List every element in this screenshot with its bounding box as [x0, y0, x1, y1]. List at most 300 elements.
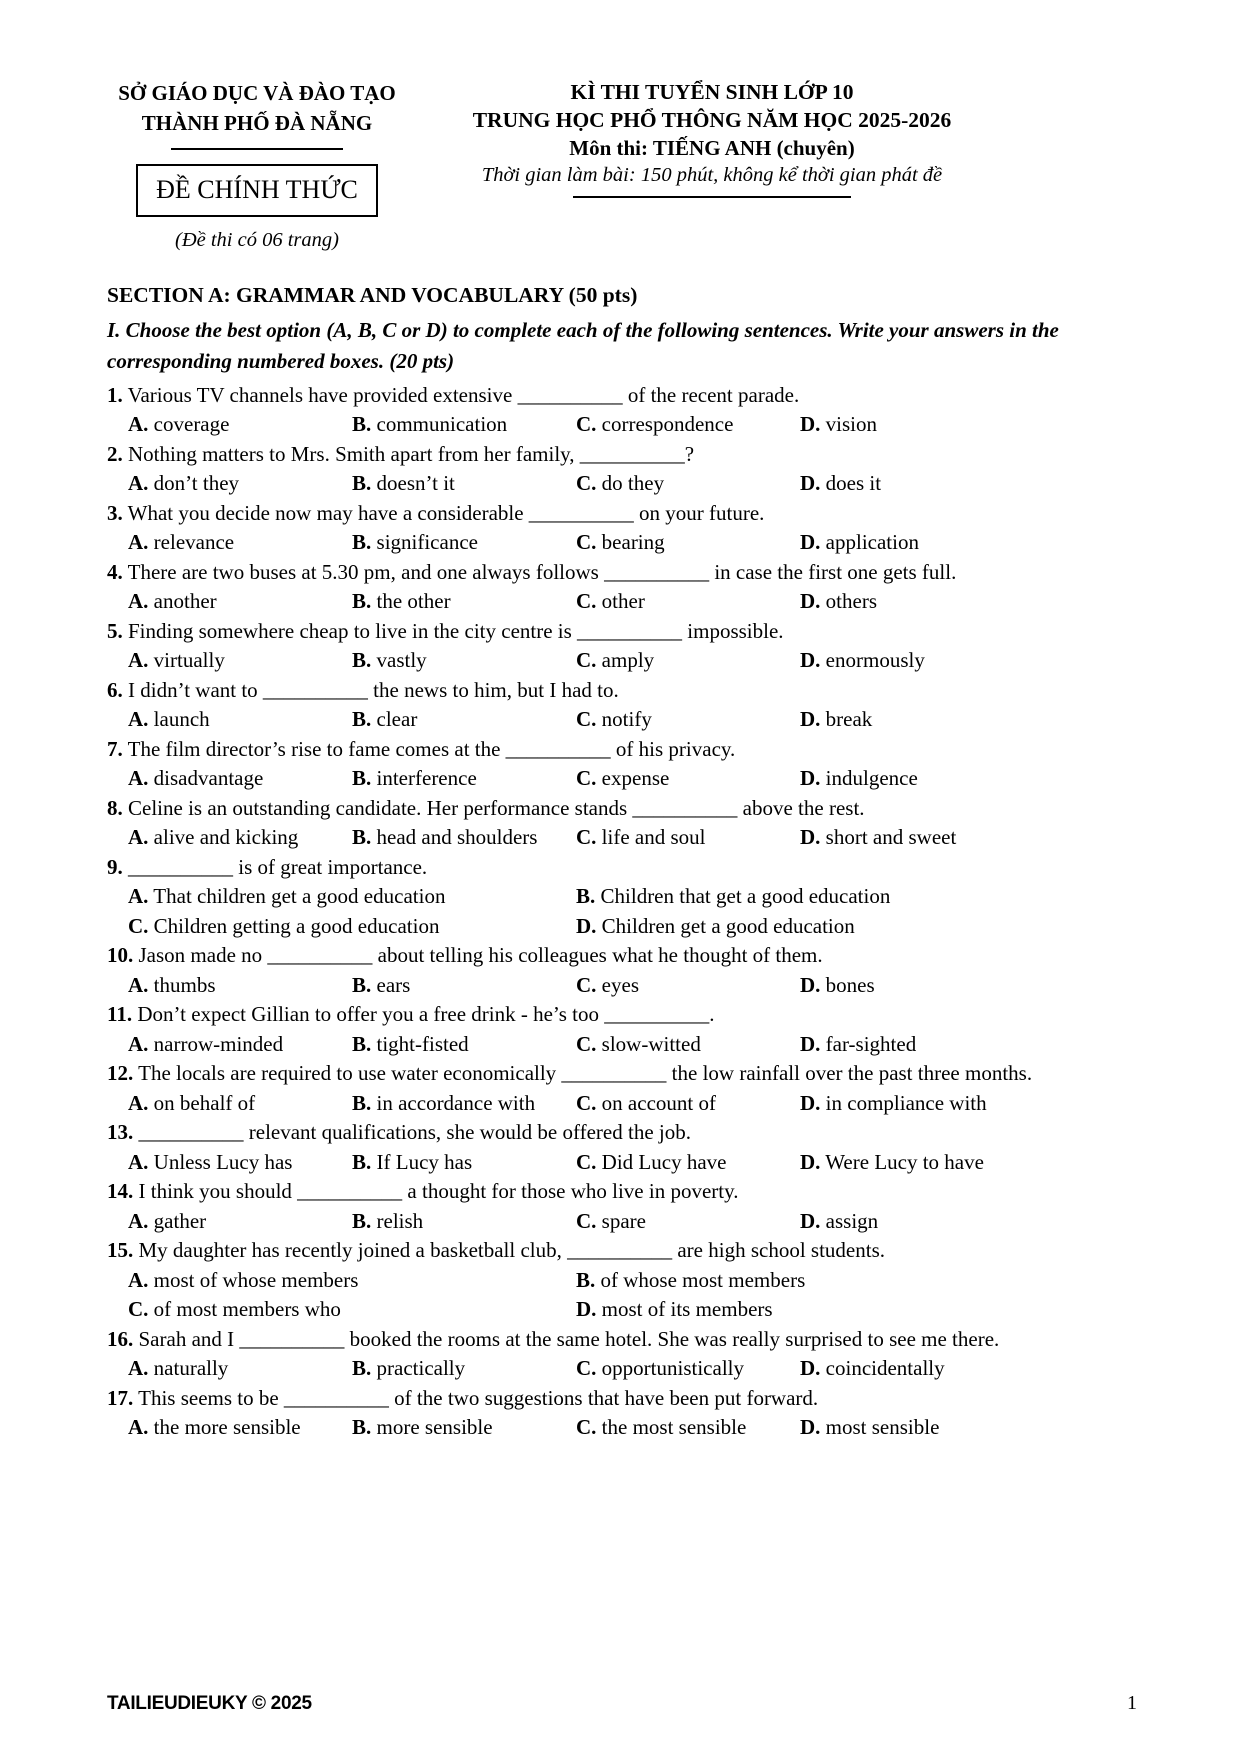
option-text: virtually: [153, 648, 225, 673]
option-label: C.: [576, 1031, 597, 1056]
option-d: [800, 823, 1134, 853]
option-label: A.: [128, 1415, 149, 1440]
question-block: [107, 735, 1134, 794]
exam-duration-line: Thời gian làm bài: 150 phút, không kể thời gian phát đề: [481, 164, 943, 186]
option-text: of most members who: [153, 1297, 341, 1322]
option-text: far-sighted: [825, 1031, 917, 1056]
option-a: [128, 469, 352, 499]
option-text: bearing: [601, 530, 665, 555]
option-b: [352, 469, 576, 499]
option-label: D.: [576, 1297, 597, 1322]
option-c: [128, 1295, 576, 1325]
option-label: C.: [576, 530, 597, 555]
option-label: B.: [352, 1090, 372, 1115]
options-row: [107, 764, 1134, 794]
question-body: Don’t expect Gillian to offer you a free drink - he’s too __________.: [137, 1002, 715, 1027]
option-label: A.: [128, 1031, 149, 1056]
question-body: __________ is of great importance.: [128, 854, 428, 879]
option-text: most of its members: [601, 1297, 773, 1322]
question-number: 1.: [107, 382, 123, 407]
exam-title-line2: TRUNG HỌC PHỔ THÔNG NĂM HỌC 2025-2026: [472, 108, 952, 132]
option-label: D.: [800, 530, 821, 555]
options-row: [107, 1266, 1134, 1325]
option-text: bones: [825, 972, 875, 997]
option-a: [128, 823, 352, 853]
option-text: vastly: [376, 648, 427, 673]
option-c: [576, 1354, 800, 1384]
option-label: D.: [800, 1149, 821, 1174]
option-text: doesn’t it: [376, 471, 455, 496]
option-d: [800, 1413, 1134, 1443]
option-text: Children get a good education: [601, 913, 855, 938]
question-body: There are two buses at 5.30 pm, and one always follows __________ in case the first one gets full.: [127, 559, 957, 584]
option-text: communication: [376, 412, 508, 437]
option-text: enormously: [825, 648, 925, 673]
option-label: B.: [352, 530, 372, 555]
exam-subject-line: Môn thi: TIẾNG ANH (chuyên): [569, 136, 855, 160]
option-label: C.: [576, 972, 597, 997]
option-label: D.: [800, 648, 821, 673]
option-text: slow-witted: [601, 1031, 701, 1056]
option-label: A.: [128, 1149, 149, 1174]
option-a: [128, 1266, 576, 1296]
option-text: short and sweet: [825, 825, 957, 850]
option-c: [576, 587, 800, 617]
option-b: [352, 1207, 576, 1237]
question-number: 15.: [107, 1238, 134, 1263]
option-c: [576, 410, 800, 440]
option-text: life and soul: [601, 825, 706, 850]
question-number: 6.: [107, 677, 123, 702]
question-body: The film director’s rise to fame comes at the __________ of his privacy.: [127, 736, 736, 761]
issuing-authority-block: [107, 78, 407, 252]
option-text: opportunistically: [601, 1356, 744, 1381]
option-c: [576, 823, 800, 853]
option-text: others: [825, 589, 877, 614]
question-text: [107, 735, 1134, 765]
option-d: [800, 971, 1134, 1001]
option-text: alive and kicking: [153, 825, 299, 850]
option-text: another: [153, 589, 217, 614]
option-d: [800, 1207, 1134, 1237]
option-text: the more sensible: [153, 1415, 301, 1440]
options-row: [107, 1089, 1134, 1119]
option-text: thumbs: [153, 972, 216, 997]
option-text: in compliance with: [825, 1090, 987, 1115]
option-label: D.: [800, 972, 821, 997]
option-label: B.: [352, 1356, 372, 1381]
option-text: most of whose members: [153, 1267, 359, 1292]
option-text: in accordance with: [376, 1090, 536, 1115]
option-label: B.: [576, 1267, 596, 1292]
option-text: clear: [376, 707, 418, 732]
options-row: [107, 971, 1134, 1001]
question-body: Celine is an outstanding candidate. Her performance stands __________ above the rest.: [128, 795, 865, 820]
option-b: [576, 882, 1134, 912]
exam-title-underline: [573, 196, 851, 198]
option-text: launch: [153, 707, 210, 732]
option-label: C.: [576, 1415, 597, 1440]
option-label: B.: [352, 1149, 372, 1174]
question-block: [107, 440, 1134, 499]
question-block: [107, 1325, 1134, 1384]
question-body: Jason made no __________ about telling his colleagues what he thought of them.: [138, 943, 823, 968]
option-label: D.: [800, 471, 821, 496]
option-a: [128, 971, 352, 1001]
options-row: [107, 1030, 1134, 1060]
option-label: D.: [800, 412, 821, 437]
option-text: application: [825, 530, 919, 555]
questions-list: [107, 381, 1134, 1443]
question-body: Sarah and I __________ booked the rooms at the same hotel. She was really surprised to see me there.: [138, 1326, 1000, 1351]
question-block: [107, 1384, 1134, 1443]
option-b: [352, 1354, 576, 1384]
question-body: Various TV channels have provided extensive __________ of the recent parade.: [127, 382, 800, 407]
option-label: C.: [576, 589, 597, 614]
question-text: [107, 558, 1134, 588]
question-text: [107, 794, 1134, 824]
exam-title-line1: KÌ THI TUYỂN SINH LỚP 10: [570, 80, 854, 104]
page-footer: [107, 1692, 1137, 1715]
option-text: on behalf of: [153, 1090, 256, 1115]
option-b: [352, 764, 576, 794]
question-text: [107, 1384, 1134, 1414]
option-text: most sensible: [825, 1415, 940, 1440]
option-b: [352, 1413, 576, 1443]
exam-header: [107, 78, 1134, 252]
option-c: [576, 1030, 800, 1060]
option-a: [128, 1030, 352, 1060]
option-label: B.: [352, 589, 372, 614]
option-a: [128, 1089, 352, 1119]
option-d: [800, 1354, 1134, 1384]
question-block: [107, 381, 1134, 440]
option-label: D.: [800, 1415, 821, 1440]
option-a: [128, 646, 352, 676]
option-text: practically: [376, 1356, 466, 1381]
option-text: assign: [825, 1208, 879, 1233]
option-text: ears: [376, 972, 411, 997]
option-label: D.: [800, 825, 821, 850]
question-text: [107, 381, 1134, 411]
option-label: D.: [576, 913, 597, 938]
question-text: [107, 1118, 1134, 1148]
option-c: [576, 971, 800, 1001]
option-text: Children that get a good education: [600, 884, 891, 909]
option-label: B.: [352, 972, 372, 997]
option-label: C.: [576, 1208, 597, 1233]
option-label: A.: [128, 972, 149, 997]
option-text: the most sensible: [601, 1415, 747, 1440]
option-d: [800, 705, 1134, 735]
question-number: 10.: [107, 943, 134, 968]
options-row: [107, 1354, 1134, 1384]
option-text: interference: [376, 766, 477, 791]
section-title: SECTION A: GRAMMAR AND VOCABULARY (50 pts): [107, 282, 638, 307]
option-text: narrow-minded: [153, 1031, 284, 1056]
question-text: [107, 1059, 1134, 1089]
options-row: [107, 1148, 1134, 1178]
option-text: do they: [601, 471, 665, 496]
question-number: 13.: [107, 1120, 134, 1145]
option-label: B.: [576, 884, 596, 909]
question-number: 14.: [107, 1179, 134, 1204]
authority-name-line1: SỞ GIÁO DỤC VÀ ĐÀO TẠO: [118, 81, 396, 105]
option-text: Unless Lucy has: [153, 1149, 293, 1174]
option-text: coincidentally: [825, 1356, 945, 1381]
option-b: [352, 971, 576, 1001]
question-number: 16.: [107, 1326, 134, 1351]
question-block: [107, 1059, 1134, 1118]
question-text: [107, 676, 1134, 706]
option-text: don’t they: [153, 471, 240, 496]
option-text: If Lucy has: [376, 1149, 473, 1174]
question-block: [107, 1177, 1134, 1236]
option-text: amply: [601, 648, 655, 673]
option-d: [800, 528, 1134, 558]
page-number: 1: [1127, 1692, 1137, 1714]
option-a: [128, 410, 352, 440]
option-label: C.: [576, 471, 597, 496]
option-label: A.: [128, 1208, 149, 1233]
question-text: [107, 1177, 1134, 1207]
option-d: [800, 646, 1134, 676]
question-body: The locals are required to use water economically __________ the low rainfall over the past three months.: [138, 1061, 1033, 1086]
option-a: [128, 882, 576, 912]
question-number: 17.: [107, 1385, 134, 1410]
option-text: correspondence: [601, 412, 734, 437]
question-number: 8.: [107, 795, 123, 820]
option-d: [800, 1089, 1134, 1119]
question-block: [107, 676, 1134, 735]
watermark-brand: TAILIEUDIEUKY © 2025: [107, 1693, 312, 1714]
option-d: [800, 1148, 1134, 1178]
option-b: [352, 823, 576, 853]
options-row: [107, 1413, 1134, 1443]
option-b: [352, 1089, 576, 1119]
question-block: [107, 1118, 1134, 1177]
question-text: [107, 1325, 1134, 1355]
option-d: [800, 410, 1134, 440]
option-text: notify: [601, 707, 652, 732]
question-block: [107, 617, 1134, 676]
option-label: B.: [352, 825, 372, 850]
option-text: naturally: [153, 1356, 229, 1381]
option-b: [352, 705, 576, 735]
option-label: D.: [800, 1356, 821, 1381]
question-text: [107, 440, 1134, 470]
question-number: 2.: [107, 441, 123, 466]
option-label: C.: [576, 766, 597, 791]
option-text: more sensible: [376, 1415, 493, 1440]
option-b: [352, 528, 576, 558]
option-b: [352, 587, 576, 617]
option-text: eyes: [601, 972, 639, 997]
option-label: A.: [128, 1090, 149, 1115]
option-a: [128, 1207, 352, 1237]
question-text: [107, 941, 1134, 971]
option-text: indulgence: [825, 766, 918, 791]
question-text: [107, 617, 1134, 647]
options-row: [107, 528, 1134, 558]
options-row: [107, 1207, 1134, 1237]
authority-name-line2: THÀNH PHỐ ĐÀ NẴNG: [141, 111, 373, 135]
question-body: Nothing matters to Mrs. Smith apart from her family, __________?: [128, 441, 695, 466]
option-b: [352, 1148, 576, 1178]
section-instruction: I. Choose the best option (A, B, C or D) to complete each of the following sentences. Write your answers in the corresponding numbered boxes. (20 pts): [107, 317, 1059, 373]
option-c: [576, 764, 800, 794]
option-c: [576, 469, 800, 499]
option-text: other: [601, 589, 645, 614]
option-c: [576, 528, 800, 558]
question-block: [107, 499, 1134, 558]
option-text: relevance: [153, 530, 235, 555]
question-body: This seems to be __________ of the two suggestions that have been put forward.: [138, 1385, 819, 1410]
option-a: [128, 764, 352, 794]
option-c: [576, 646, 800, 676]
question-number: 9.: [107, 854, 123, 879]
question-number: 4.: [107, 559, 123, 584]
question-number: 11.: [107, 1002, 133, 1027]
option-a: [128, 705, 352, 735]
authority-divider-line: [171, 148, 343, 150]
option-label: A.: [128, 648, 149, 673]
question-body: I didn’t want to __________ the news to him, but I had to.: [128, 677, 619, 702]
official-exam-box: ĐỀ CHÍNH THỨC: [136, 164, 378, 217]
option-b: [352, 410, 576, 440]
option-text: of whose most members: [600, 1267, 806, 1292]
option-text: break: [825, 707, 873, 732]
option-label: A.: [128, 1267, 149, 1292]
option-label: C.: [576, 707, 597, 732]
option-text: tight-fisted: [376, 1031, 469, 1056]
option-label: D.: [800, 1031, 821, 1056]
option-d: [800, 1030, 1134, 1060]
option-text: on account of: [601, 1090, 716, 1115]
question-block: [107, 1000, 1134, 1059]
option-label: C.: [576, 648, 597, 673]
option-label: C.: [128, 913, 149, 938]
option-c: [576, 1207, 800, 1237]
option-label: A.: [128, 825, 149, 850]
option-label: C.: [576, 1090, 597, 1115]
question-number: 3.: [107, 500, 123, 525]
option-label: D.: [800, 707, 821, 732]
option-label: C.: [576, 825, 597, 850]
option-label: B.: [352, 1208, 372, 1233]
option-text: does it: [825, 471, 882, 496]
question-text: [107, 1000, 1134, 1030]
option-text: significance: [376, 530, 478, 555]
options-row: [107, 823, 1134, 853]
option-text: disadvantage: [153, 766, 264, 791]
option-label: C.: [576, 412, 597, 437]
option-c: [576, 1413, 800, 1443]
option-a: [128, 1354, 352, 1384]
option-b: [352, 646, 576, 676]
option-c: [576, 705, 800, 735]
option-d: [800, 764, 1134, 794]
option-text: vision: [825, 412, 878, 437]
option-text: spare: [601, 1208, 646, 1233]
option-label: B.: [352, 471, 372, 496]
option-label: C.: [576, 1149, 597, 1174]
option-c: [576, 1148, 800, 1178]
question-text: [107, 499, 1134, 529]
option-label: A.: [128, 589, 149, 614]
question-block: [107, 941, 1134, 1000]
question-block: [107, 558, 1134, 617]
question-text: [107, 1236, 1134, 1266]
options-row: [107, 410, 1134, 440]
option-label: A.: [128, 707, 149, 732]
question-number: 7.: [107, 736, 123, 761]
option-text: coverage: [153, 412, 230, 437]
option-label: B.: [352, 648, 372, 673]
question-number: 12.: [107, 1061, 134, 1086]
option-label: C.: [576, 1356, 597, 1381]
question-body: What you decide now may have a considerable __________ on your future.: [127, 500, 765, 525]
option-c: [128, 912, 576, 942]
option-label: B.: [352, 766, 372, 791]
option-label: B.: [352, 412, 372, 437]
option-label: A.: [128, 471, 149, 496]
question-body: __________ relevant qualifications, she would be offered the job.: [138, 1120, 691, 1145]
option-label: C.: [128, 1297, 149, 1322]
option-text: expense: [601, 766, 670, 791]
option-text: Were Lucy to have: [825, 1149, 984, 1174]
option-label: D.: [800, 589, 821, 614]
option-label: B.: [352, 707, 372, 732]
question-body: My daughter has recently joined a basketball club, __________ are high school students.: [138, 1238, 885, 1263]
option-b: [352, 1030, 576, 1060]
option-text: head and shoulders: [376, 825, 538, 850]
question-block: [107, 794, 1134, 853]
option-label: A.: [128, 1356, 149, 1381]
option-d: [576, 912, 1134, 942]
options-row: [107, 705, 1134, 735]
option-b: [576, 1266, 1134, 1296]
option-a: [128, 1148, 352, 1178]
option-label: D.: [800, 766, 821, 791]
option-label: A.: [128, 766, 149, 791]
question-block: [107, 1236, 1134, 1325]
exam-title-block: [447, 78, 977, 198]
option-text: gather: [153, 1208, 207, 1233]
option-label: B.: [352, 1031, 372, 1056]
option-d: [800, 587, 1134, 617]
page-count-note: (Đề thi có 06 trang): [175, 228, 339, 251]
option-text: Children getting a good education: [153, 913, 440, 938]
question-block: [107, 853, 1134, 942]
options-row: [107, 882, 1134, 941]
option-a: [128, 587, 352, 617]
options-row: [107, 646, 1134, 676]
options-row: [107, 469, 1134, 499]
option-label: D.: [800, 1208, 821, 1233]
option-label: A.: [128, 884, 149, 909]
option-label: D.: [800, 1090, 821, 1115]
options-row: [107, 587, 1134, 617]
option-label: A.: [128, 530, 149, 555]
option-text: the other: [376, 589, 451, 614]
option-c: [576, 1089, 800, 1119]
question-body: Finding somewhere cheap to live in the city centre is __________ impossible.: [128, 618, 784, 643]
question-number: 5.: [107, 618, 123, 643]
option-a: [128, 528, 352, 558]
option-d: [576, 1295, 1134, 1325]
option-label: B.: [352, 1415, 372, 1440]
